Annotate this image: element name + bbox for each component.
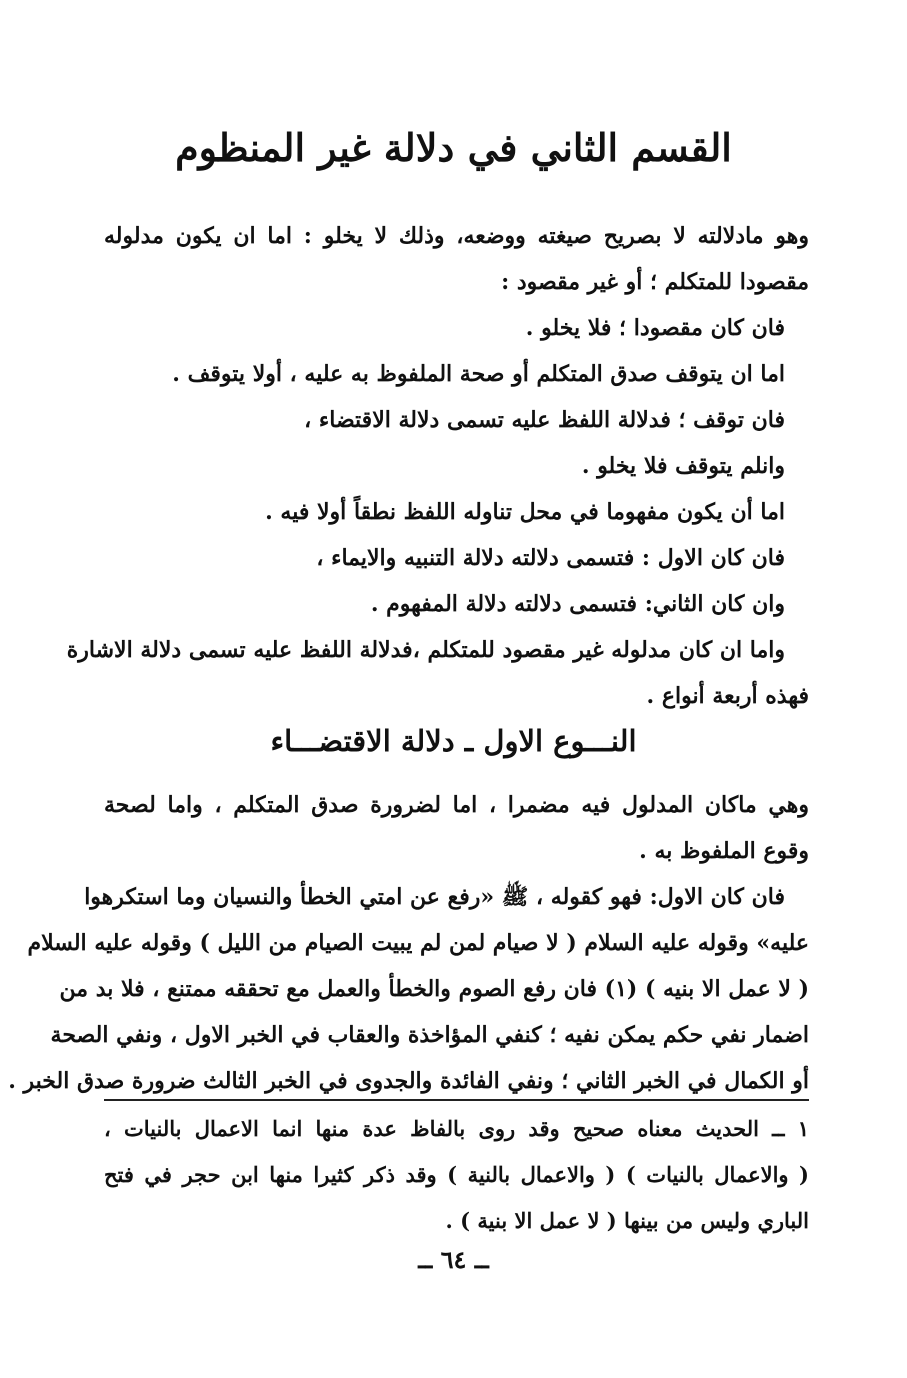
body-paragraph xyxy=(8,782,809,1104)
body-line: اضمار نفي حكم يمكن نفيه ؛ كنفي المؤاخذة والعقاب في الخبر الاول ، ونفي الصحة xyxy=(50,1022,809,1048)
intro-line: واما ان كان مدلوله غير مقصود للمتكلم ،فدلالة اللفظ عليه تسمى دلالة الاشارة xyxy=(66,637,785,663)
intro-line: مقصودا للمتكلم ؛ أو غير مقصود : xyxy=(501,269,809,295)
intro-line: وانلم يتوقف فلا يخلو . xyxy=(581,453,785,479)
intro-paragraph xyxy=(66,213,809,719)
intro-line: وان كان الثاني: فتسمى دلالته دلالة المفهوم . xyxy=(370,591,785,617)
intro-line: وهو مادلالته لا بصريح صيغته ووضعه، وذلك لا يخلو : اما ان يكون مدلوله xyxy=(104,223,809,249)
footnote-line: الباري وليس من بينها ( لا عمل الا بنية ) . xyxy=(445,1208,809,1233)
page-number: ــ ٦٤ ــ xyxy=(418,1245,489,1274)
body-line: أو الكمال في الخبر الثاني ؛ ونفي الفائدة والجدوى في الخبر الثالث ضرورة صدق الخبر . xyxy=(8,1068,809,1094)
body-line: عليه» وقوله عليه السلام ( لا صيام لمن لم يبيت الصيام من الليل ) وقوله عليه السلام xyxy=(27,930,809,956)
body-line: وقوع الملفوظ به . xyxy=(639,838,809,864)
intro-line: اما ان يتوقف صدق المتكلم أو صحة الملفوظ به عليه ، أولا يتوقف . xyxy=(172,361,785,387)
intro-line: فهذه أربعة أنواع . xyxy=(646,683,809,709)
intro-line: فان توقف ؛ فدلالة اللفظ عليه تسمى دلالة الاقتضاء ، xyxy=(304,407,785,433)
intro-line: فان كان مقصودا ؛ فلا يخلو . xyxy=(525,315,785,341)
footnote xyxy=(104,1106,809,1244)
body-line: ( لا عمل الا بنيه ) (١) فان رفع الصوم والخطأ والعمل مع تحققه ممتنع ، فلا بد من xyxy=(59,976,809,1002)
intro-line: اما أن يكون مفهوما في محل تناوله اللفظ نطقاً أولا فيه . xyxy=(265,499,785,525)
footnote-divider xyxy=(104,1099,809,1101)
body-line: وهي ماكان المدلول فيه مضمرا ، اما لضرورة صدق المتكلم ، واما لصحة xyxy=(104,792,809,818)
footnote-line: ( والاعمال بالنيات ) ( والاعمال بالنية ) وقد ذكر كثيرا منها ابن حجر في فتح xyxy=(104,1162,809,1187)
body-line: فان كان الاول: فهو كقوله ، ﷺ «رفع عن امتي الخطأ والنسيان وما استكرهوا xyxy=(84,884,785,910)
footnote-line: ١ ــ الحديث معناه صحيح وقد روى بالفاظ عدة منها انما الاعمال بالنيات ، xyxy=(104,1116,809,1141)
section-title: النـــوع الاول ـ دلالة الاقتضـــاء xyxy=(270,724,637,758)
page-title: القسم الثاني في دلالة غير المنظوم xyxy=(175,125,732,170)
intro-line: فان كان الاول : فتسمى دلالته دلالة التنبيه والايماء ، xyxy=(316,545,785,571)
